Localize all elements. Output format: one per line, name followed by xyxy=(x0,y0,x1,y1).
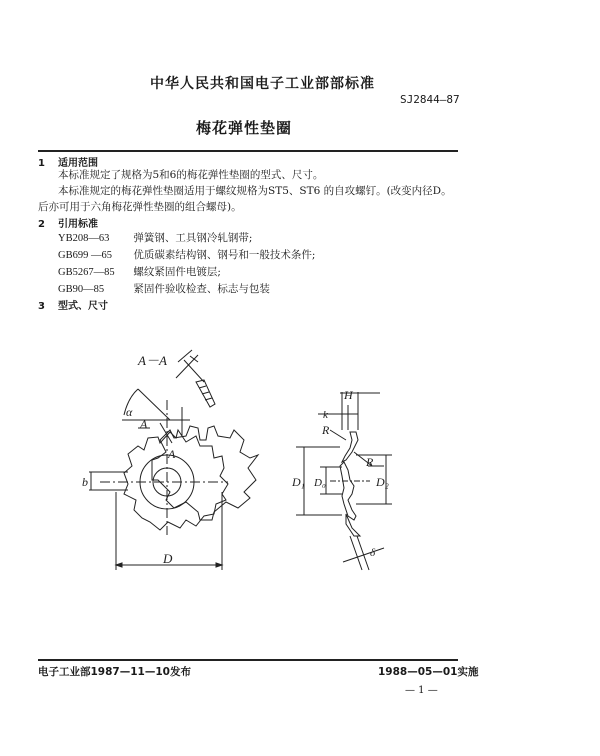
reference-code: GB90—85 xyxy=(58,284,105,295)
section-number: 1 xyxy=(38,158,45,169)
reference-desc: 螺纹紧固件电镀层; xyxy=(133,266,221,278)
issue-date: 电子工业部1987—11—10发布 xyxy=(38,666,191,678)
b-label: b xyxy=(82,475,88,489)
section-number: 3 xyxy=(38,301,45,312)
alpha-label: α xyxy=(126,405,133,419)
section-number: 2 xyxy=(38,219,45,230)
r-top-label: R xyxy=(322,423,330,437)
section-1-para-1: 本标准规定了规格为5和6的梅花弹性垫圈的型式、尺寸。 xyxy=(58,169,324,181)
d2-label: D₂ xyxy=(376,475,389,489)
effective-date: 1988—05—01实施 xyxy=(378,666,479,678)
d-label: D xyxy=(163,551,173,566)
section-view-label: A－A xyxy=(138,353,167,368)
d0-label: D₀ xyxy=(314,477,326,489)
reference-desc: 优质碳素结构钢、钢号和一般技术条件; xyxy=(133,249,316,261)
standard-code: SJ2844—87 xyxy=(400,93,460,106)
reference-code: GB699 —65 xyxy=(58,250,112,261)
reference-code: GB5267—85 xyxy=(58,267,115,278)
section-title: 引用标准 xyxy=(58,219,98,230)
h-label: H xyxy=(344,388,353,402)
page-number: — 1 — xyxy=(405,685,438,696)
section-a-top-label: A xyxy=(140,417,148,431)
section-title: 适用范围 xyxy=(58,158,98,169)
section-1-para-3: 后亦可用于六角梅花弹性垫圈的组合螺母)。 xyxy=(38,201,242,213)
organization-title: 中华人民共和国电子工业部部标准 xyxy=(150,76,375,92)
reference-desc: 紧固件验收检查、标志与包装 xyxy=(133,283,270,295)
k-label: k xyxy=(323,409,328,421)
document-title: 梅花弹性垫圈 xyxy=(196,119,293,137)
delta-label: δ xyxy=(370,547,376,559)
section-view-aa xyxy=(176,350,215,407)
section-a-bottom-label: A xyxy=(168,447,176,461)
reference-desc: 弹簧钢、工具钢冷轧钢带; xyxy=(133,232,253,244)
reference-code: YB208—63 xyxy=(58,233,110,244)
d1-label: D₁ xyxy=(292,475,305,489)
footer-divider xyxy=(38,659,458,661)
section-title: 型式、尺寸 xyxy=(58,301,108,312)
section-1-para-2: 本标准规定的梅花弹性垫圈适用于螺纹规格为ST5、ST6 的自攻螺钉。(改变内径D。 xyxy=(58,185,452,197)
washer-front-view xyxy=(152,426,258,520)
r-mid-label: R xyxy=(366,455,374,469)
